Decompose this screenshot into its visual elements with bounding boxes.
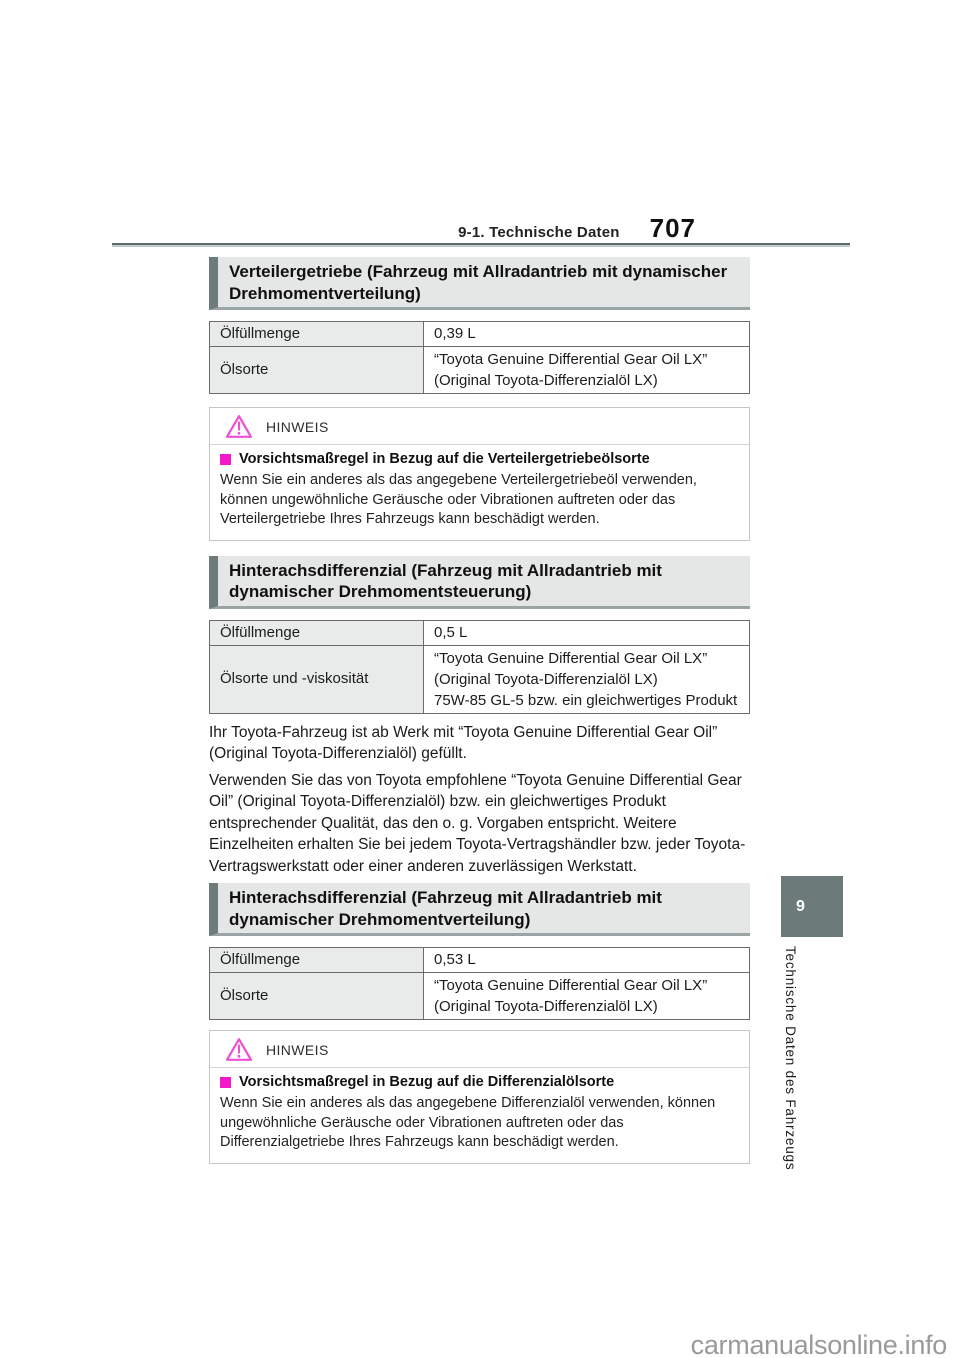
- spec-value: [424, 645, 750, 713]
- chapter-tab: [781, 876, 843, 937]
- chapter-title-vertical: Technische Daten des Fahrzeugs: [783, 946, 798, 1171]
- table-row: [210, 322, 750, 347]
- spec-label: Ölfüllmenge: [210, 620, 424, 645]
- header-divider: [112, 243, 850, 247]
- spec-value: 0,53 L: [424, 948, 750, 973]
- spec-table-hinterachsdifferenzial-verteilung: [209, 947, 750, 1020]
- body-paragraph: Ihr Toyota-Fahrzeug ist ab Werk mit “Toyota Genuine Differential Gear Oil” (Original Toyota-Differenzialöl) gefüllt.: [209, 723, 718, 762]
- table-row: [210, 620, 750, 645]
- notice-bullet-icon: [220, 454, 231, 465]
- notice-item-title-text: Vorsichtsmaßregel in Bezug auf die Verteilergetriebeölsorte: [239, 451, 650, 467]
- spec-label: Ölsorte: [210, 347, 424, 394]
- spec-table-hinterachsdifferenzial-steuerung: [209, 620, 750, 714]
- notice-body: [210, 445, 749, 540]
- spec-label: Ölsorte: [210, 973, 424, 1020]
- header-page-number: 707: [649, 213, 696, 243]
- spec-value-line: “Toyota Genuine Differential Gear Oil LX” (Original Toyota-Differenzialöl LX): [434, 649, 708, 688]
- spec-value: 0,5 L: [424, 620, 750, 645]
- body-paragraphs: [209, 722, 750, 878]
- body-paragraph: Verwenden Sie das von Toyota empfohlene “Toyota Genuine Differential Gear Oil” (Original Toyota-Differenzialöl) bzw. ein gleichwertiges Produkt entsprechender Qualität, das den o. g. Vorgaben entspricht. Weitere Einzelheiten erhalten Sie bei jedem Toyota-Vertragshändler bzw. jeder Toyota-Vertragswerkstatt oder einer anderen zuverlässigen Werkstatt.: [209, 771, 746, 875]
- table-row: [210, 948, 750, 973]
- section-heading-hinterachsdifferenzial-verteilung: Hinterachsdifferenzial (Fahrzeug mit Allradantrieb mit dynamischer Drehmomentverteilung): [209, 883, 750, 936]
- chapter-number: 9: [796, 897, 805, 915]
- section-heading-verteilergetriebe: Verteilergetriebe (Fahrzeug mit Allradantrieb mit dynamischer Drehmomentverteilung): [209, 257, 750, 310]
- notice-label: HINWEIS: [266, 1041, 329, 1058]
- notice-text: Wenn Sie ein anderes als das angegebene Verteilergetriebeöl verwenden, können ungewöhnliche Geräusche oder Vibrationen auftreten oder das Verteilergetriebe Ihres Fahrzeugs kann beschädigt werden.: [220, 472, 697, 527]
- notice-box-differenzial: [209, 1030, 750, 1164]
- notice-header: [210, 408, 749, 445]
- notice-label: HINWEIS: [266, 418, 329, 435]
- spec-table-verteilergetriebe: [209, 321, 750, 394]
- page-content: [209, 257, 750, 1164]
- spec-value: [424, 347, 750, 394]
- notice-text: Wenn Sie ein anderes als das angegebene Differenzialöl verwenden, können ungewöhnliche Geräusche oder Vibrationen auftreten oder das Differenzialgetriebe Ihres Fahrzeugs kann beschädigt werden.: [220, 1095, 716, 1150]
- spec-value: 0,39 L: [424, 322, 750, 347]
- warning-triangle-icon: [225, 414, 253, 439]
- watermark-text: carmanualsonline.info: [690, 1330, 947, 1358]
- notice-item-title: [220, 451, 739, 467]
- table-row: [210, 973, 750, 1020]
- header-section-label: 9-1. Technische Daten: [458, 224, 620, 241]
- spec-value-text: “Toyota Genuine Differential Gear Oil LX” (Original Toyota-Differenzialöl LX): [434, 351, 708, 389]
- notice-header: [210, 1031, 749, 1068]
- notice-body: [210, 1068, 749, 1163]
- table-row: [210, 645, 750, 713]
- page-header: [210, 213, 696, 244]
- notice-item-title-text: Vorsichtsmaßregel in Bezug auf die Differenzialölsorte: [239, 1074, 615, 1090]
- spec-value-text: “Toyota Genuine Differential Gear Oil LX” (Original Toyota-Differenzialöl LX): [434, 977, 708, 1015]
- spec-value: [424, 973, 750, 1020]
- spec-label: Ölsorte und -viskosität: [210, 645, 424, 713]
- spec-label: Ölfüllmenge: [210, 948, 424, 973]
- notice-item-title: [220, 1074, 739, 1090]
- spec-value-line: 75W-85 GL-5 bzw. ein gleichwertiges Produkt: [434, 691, 738, 709]
- spec-label: Ölfüllmenge: [210, 322, 424, 347]
- notice-box-verteilergetriebe: [209, 407, 750, 541]
- section-heading-hinterachsdifferenzial-steuerung: Hinterachsdifferenzial (Fahrzeug mit Allradantrieb mit dynamischer Drehmomentsteuerung): [209, 556, 750, 609]
- notice-bullet-icon: [220, 1077, 231, 1088]
- warning-triangle-icon: [225, 1037, 253, 1062]
- table-row: [210, 347, 750, 394]
